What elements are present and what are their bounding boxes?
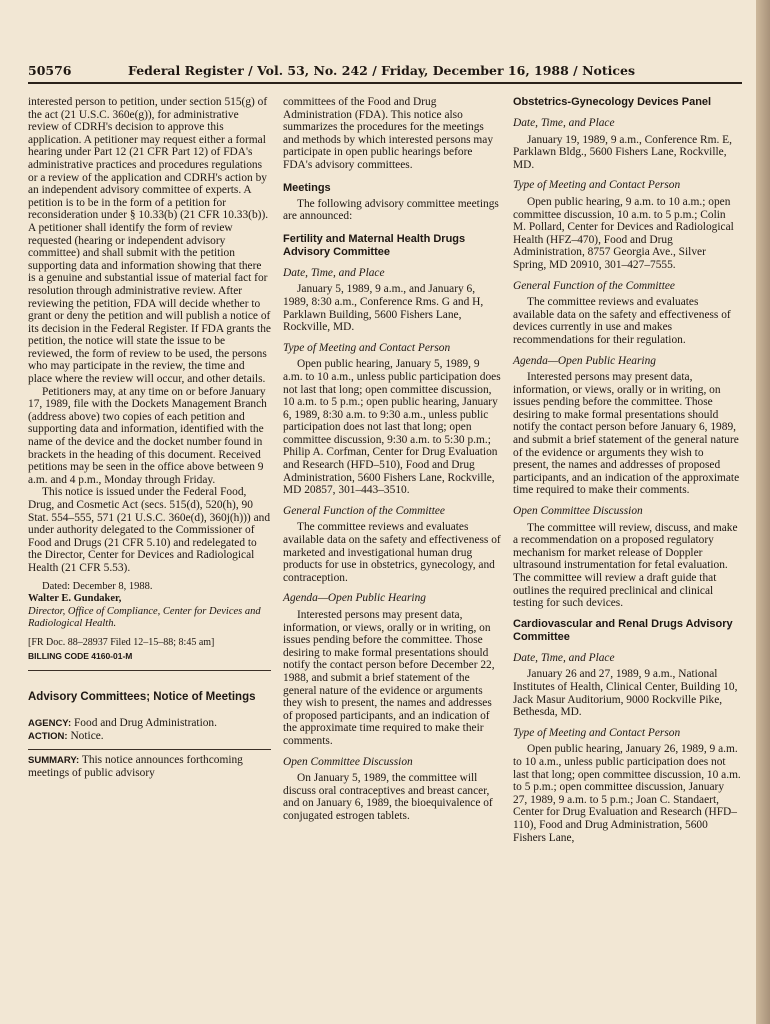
page-number: 50576 [28,63,72,78]
action-label: ACTION: [28,731,68,743]
column-2 [283,96,501,823]
subheading: Open Committee Discussion [283,755,413,768]
paragraph: Open public hearing, January 5, 1989, 9 a.m. to 10 a.m., unless public participation does not last that long; open committee discussion, 10 a.m. to 5 p.m.; open public hearing, January 6, 1989, 8:30 a.m. to 9:30 a.m., unless public participation does not last that long; open committee discussion, 9:30 a.m. to 5:30 p.m.; Philip A. Corfman, Center for Drug Evaluation and Research (HFD–510), Food and Drug Administration, 5600 Fishers Lane, Rockville, MD 20857, 301–443–3510. [283,358,501,497]
action-value: Notice. [70,730,104,743]
fr-doc-line: [FR Doc. 88–28937 Filed 12–15–88; 8:45 am] [28,636,215,648]
committee-heading: Fertility and Maternal Health Drugs Advisory Committee [283,232,466,258]
billing-code: BILLING CODE 4160-01-M [28,650,133,661]
paragraph: This notice is issued under the Federal Food, Drug, and Cosmetic Act (secs. 515(d), 520(h), 90 Stat. 554–555, 571 (21 U.S.C. 360e(d), 360j(h))) and under authority delegated to the Commissioner of Food and Drugs (21 CFR 5.10) and redelegated to the Director, Center for Devices and Radiological Health (21 CFR 5.53). [28,486,271,574]
paragraph: Interested persons may present data, information, or views, orally or in writing, on issues pending before the committee. Those desiring to make formal presentations should notify the contact person before January 6, 1989, and submit a brief statement of the general nature of the evidence or arguments they wish to present, the names and addresses of proposed participants, and an indication of the approximate time required to make their comments. [513,371,740,497]
header-rule [28,82,742,84]
subheading: Date, Time, and Place [283,266,385,279]
subheading: Type of Meeting and Contact Person [513,726,681,739]
subheading: Date, Time, and Place [513,651,615,664]
document-title: Advisory Committees; Notice of Meetings [28,691,256,704]
summary-line [28,754,271,780]
running-title: Federal Register / Vol. 53, No. 242 / Friday, December 16, 1988 / Notices [128,63,635,78]
paragraph: Open public hearing, January 26, 1989, 9 a.m. to 10 a.m., unless public participation does not last that long; open committee discussion, 10 a.m. to 5 p.m.; open committee discussion, January 27, 1989, 9 a.m. to 5 p.m.; Joan C. Standaert, Center for Drug Evaluation and Research (HFD–110), Food and Drug Administration, 5600 Fishers Lane, [513,743,741,844]
paragraph: The committee will review, discuss, and make a recommendation on a proposed regulatory mechanism for market release of Doppler ultrasound instrumentation for fetal evaluation. The committee will review a draft guide that outlines the required preclinical and clinical testing for such devices. [513,521,738,610]
page-edge [756,0,770,1024]
signer-title: Director, Office of Compliance, Center for Devices and Radiological Health. [28,605,261,630]
dated-line: Dated: December 8, 1988. [42,580,153,592]
committee-heading: Obstetrics-Gynecology Devices Panel [513,96,712,108]
paragraph: January 19, 1989, 9 a.m., Conference Rm. E, Parklawn Bldg., 5600 Fishers Lane, Rockville, MD. [513,133,732,171]
subheading: Agenda—Open Public Hearing [513,354,656,367]
subheading: Type of Meeting and Contact Person [283,341,451,354]
running-header [28,63,742,78]
paragraph: Interested persons may present data, information, or views, orally or in writing, on issues pending before the committee. Those desiring to make formal presentations should notify the contact person before December 22, 1988, and submit a brief statement of the general nature of the evidence or arguments they wish to present, the names and addresses of proposed participants, and an indication of the approximate time required to make their comments. [283,609,495,747]
paragraph: Petitioners may, at any time on or before January 17, 1989, file with the Dockets Management Branch (address above) two copies of each petition and supporting data and information, identified with the name of the device and the docket number found in brackets in the heading of this document. Received petitions may be seen in the office above between 9 a.m. and 4 p.m., Monday through Friday. [28,385,267,486]
subheading: Agenda—Open Public Hearing [283,592,426,605]
paragraph: interested person to petition, under section 515(g) of the act (21 U.S.C. 360e(g)), for administrative review of CDRH's decision to approve this application. A petitioner may request either a formal hearing under Part 12 (21 CFR Part 12) of FDA's administrative practices and procedures regulations or a review of the application and CDRH's action by an independent advisory committee of experts. A petition is to be in the form of a petition for reconsideration under § 10.33(b) (21 CFR 10.33(b)). A petitioner shall identify the form of review requested (hearing or independent advisory committee) and shall submit with the petition supporting data and information showing that there is a genuine and substantial issue of material fact for resolution through administrative review. After reviewing the petition, FDA will decide whether to grant or deny the petition and will publish a notice of its decision in the Federal Register. If FDA grants the petition, the notice will state the issue to be reviewed, the form of review to be used, the persons who may participate in the review, the time and place where the review will occur, and other details. [28,96,271,386]
paragraph: Open public hearing, 9 a.m. to 10 a.m.; open committee discussion, 10 a.m. to 5 p.m.; Colin M. Pollard, Center for Devices and Radiological Health (HFZ–470), Food and Drug Administration, 8757 Georgia Ave., Silver Spring, MD 20910, 301–427–7555. [513,195,734,271]
paragraph: January 5, 1989, 9 a.m., and January 6, 1989, 8:30 a.m., Conference Rms. G and H, Parklawn Building, 5600 Fishers Lane, Rockville, MD. [283,283,484,334]
column-1 [28,96,271,780]
section-heading: Meetings [283,181,331,194]
paragraph: On January 5, 1989, the committee will discuss oral contraceptives and breast cancer, and on January 6, 1989, the bioequivalence of conjugated estrogen tablets. [283,772,493,822]
paragraph: committees of the Food and Drug Administration (FDA). This notice also summarizes the procedures for the meetings and methods by which interested persons may participate in open public hearings before FDA's advisory committees. [283,96,494,171]
summary-value: This notice announces forthcoming meetings of public advisory [28,753,243,780]
committee-heading: Cardiovascular and Renal Drugs Advisory Committee [513,617,733,643]
subheading: General Function of the Committee [513,279,675,292]
agency-value: Food and Drug Administration. [73,716,217,729]
divider [28,670,271,671]
subheading: Type of Meeting and Contact Person [513,179,681,192]
divider [28,749,271,750]
agency-line [28,717,271,731]
action-line [28,730,271,744]
paragraph: The committee reviews and evaluates available data on the safety and effectiveness of marketed and investigational human drug products for use in obstetrics, gynecology, and contraception. [283,521,501,584]
subheading: General Function of the Committee [283,504,445,517]
paragraph: The committee reviews and evaluates available data on the safety and effectiveness of devices currently in use and makes recommendations for their regulation. [513,296,731,346]
column-3 [513,96,741,844]
subheading: Open Committee Discussion [513,505,643,518]
subheading: Date, Time, and Place [513,117,615,129]
paragraph: The following advisory committee meetings are announced: [283,197,499,223]
paragraph: January 26 and 27, 1989, 9 a.m., National Institutes of Health, Clinical Center, Building 10, Jack Masur Auditorium, 9000 Rockville Pike, Bethesda, MD. [513,668,738,719]
summary-label: SUMMARY: [28,754,80,766]
agency-label: AGENCY: [28,717,72,729]
signer-name: Walter E. Gundaker, [28,593,122,605]
